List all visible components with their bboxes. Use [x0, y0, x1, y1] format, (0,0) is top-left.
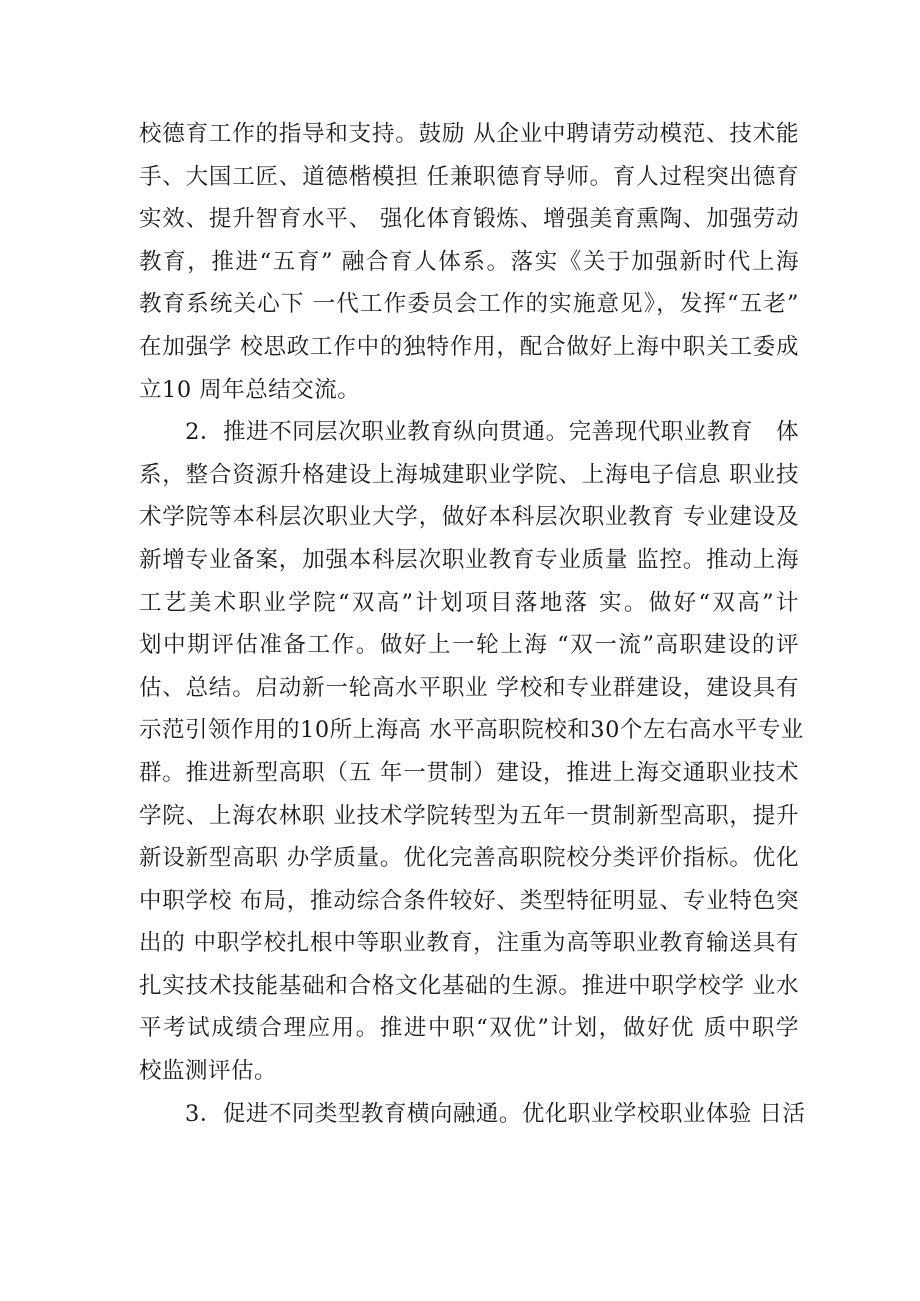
text-line: 教育，推进“五育” 融合育人体系。落实《关于加强新时代上海	[139, 248, 799, 275]
text-line: 中职学校 布局，推动综合条件较好、类型特征明显、专业特色突	[139, 887, 799, 914]
text-line: 手、大国工匠、道德楷模担 任兼职德育导师。育人过程突出德育	[139, 163, 799, 190]
text-line: 校德育工作的指导和支持。鼓励 从企业中聘请劳动模范、技术能	[139, 121, 799, 147]
text-line: 群。推进新型高职（五 年一贯制）建设，推进上海交通职业技术	[139, 759, 799, 786]
text-line: 实效、提升智育水平、 强化体育锻炼、增强美育熏陶、加强劳动	[139, 206, 799, 233]
text-line: 2．推进不同层次职业教育纵向贯通。完善现代职业教育 体	[139, 419, 799, 446]
text-line: 扎实技术技能基础和合格文化基础的生源。推进中职学校学 业水	[139, 972, 799, 999]
paragraph-2	[139, 411, 804, 1093]
text-line: 新增专业备案，加强本科层次职业教育专业质量 监控。推动上海	[139, 546, 799, 573]
text-line: 校监测评估。	[139, 1058, 278, 1085]
text-line: 教育系统关心下 一代工作委员会工作的实施意见》，发挥“五老”	[139, 291, 799, 318]
text-line: 立10 周年总结交流。	[139, 376, 361, 403]
text-line: 3．促进不同类型教育横向融通。优化职业学校职业体验 日活	[139, 1100, 806, 1127]
text-line: 平考试成绩合理应用。推进中职“双优”计划，做好优 质中职学	[139, 1015, 799, 1042]
text-line: 学院、上海农林职 业技术学院转型为五年一贯制新型高职，提升	[139, 802, 799, 829]
text-line: 估、总结。启动新一轮高水平职业 学校和专业群建设，建设具有	[139, 674, 799, 701]
document-body	[139, 113, 806, 1135]
text-line: 术学院等本科层次职业大学，做好本科层次职业教育 专业建设及	[139, 504, 799, 531]
text-line: 在加强学 校思政工作中的独特作用，配合做好上海中职关工委成	[139, 333, 799, 360]
text-line: 示范引领作用的10所上海高 水平高职院校和30个左右高水平专业	[139, 717, 804, 744]
text-line: 划中期评估准备工作。做好上一轮上海 “双一流”高职建设的评	[139, 632, 799, 659]
text-line: 出的 中职学校扎根中等职业教育，注重为高等职业教育输送具有	[139, 930, 799, 957]
paragraph-1	[139, 113, 799, 411]
paragraph-3	[139, 1093, 806, 1136]
text-line: 新设新型高职 办学质量。优化完善高职院校分类评价指标。优化	[139, 845, 799, 872]
text-line: 系，整合资源升格建设上海城建职业学院、上海电子信息 职业技	[139, 461, 799, 488]
text-line: 工艺美术职业学院“双高”计划项目落地落 实。做好“双高”计	[139, 589, 799, 616]
